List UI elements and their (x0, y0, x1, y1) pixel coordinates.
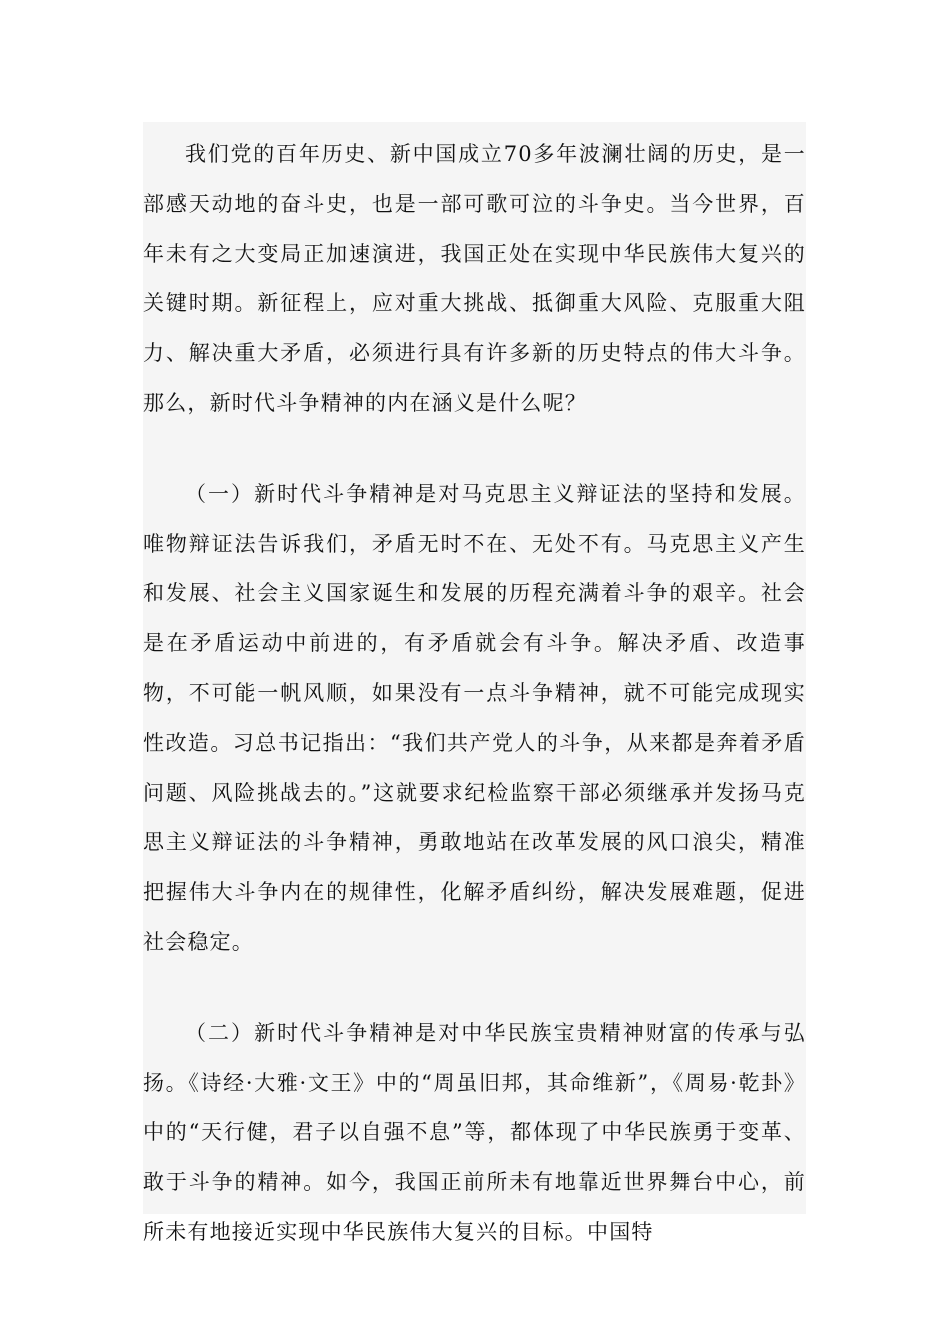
paragraph-section-1: （一）新时代斗争精神是对马克思主义辩证法的坚持和发展。唯物辩证法告诉我们，矛盾无时不在、无处不有。马克思主义产生和发展、社会主义国家诞生和发展的历程充满着斗争的艰辛。社会是在矛盾运动中前进的，有矛盾就会有斗争。解决矛盾、改造事物，不可能一帆风顺，如果没有一点斗争精神，就不可能完成现实性改造。习总书记指出：“我们共产党人的斗争，从来都是奔着矛盾问题、风险挑战去的。”这就要求纪检监察干部必须继承并发扬马克思主义辩证法的斗争精神，勇敢地站在改革发展的风口浪尖，精准把握伟大斗争内在的规律性，化解矛盾纠纷，解决发展难题，促进社会稳定。 (143, 481, 806, 954)
text-block (143, 122, 806, 1244)
paragraph-section-2: （二）新时代斗争精神是对中华民族宝贵精神财富的传承与弘扬。《诗经·大雅·文王》中的“周虽旧邦，其命维新”，《周易·乾卦》中的“天行健，君子以自强不息”等，都体现了中华民族勇于变革、敢于斗争的精神。如今，我国正前所未有地靠近世界舞台中心，前所未有地接近实现中华民族伟大复兴的目标。中国特 (143, 1020, 806, 1244)
paragraph-intro: 我们党的百年历史、新中国成立70多年波澜壮阔的历史，是一部感天动地的奋斗史，也是一部可歌可泣的斗争史。当今世界，百年未有之大变局正加速演进，我国正处在实现中华民族伟大复兴的关键时期。新征程上，应对重大挑战、抵御重大风险、克服重大阻力、解决重大矛盾，必须进行具有许多新的历史特点的伟大斗争。那么，新时代斗争精神的内在涵义是什么呢？ (143, 142, 806, 415)
